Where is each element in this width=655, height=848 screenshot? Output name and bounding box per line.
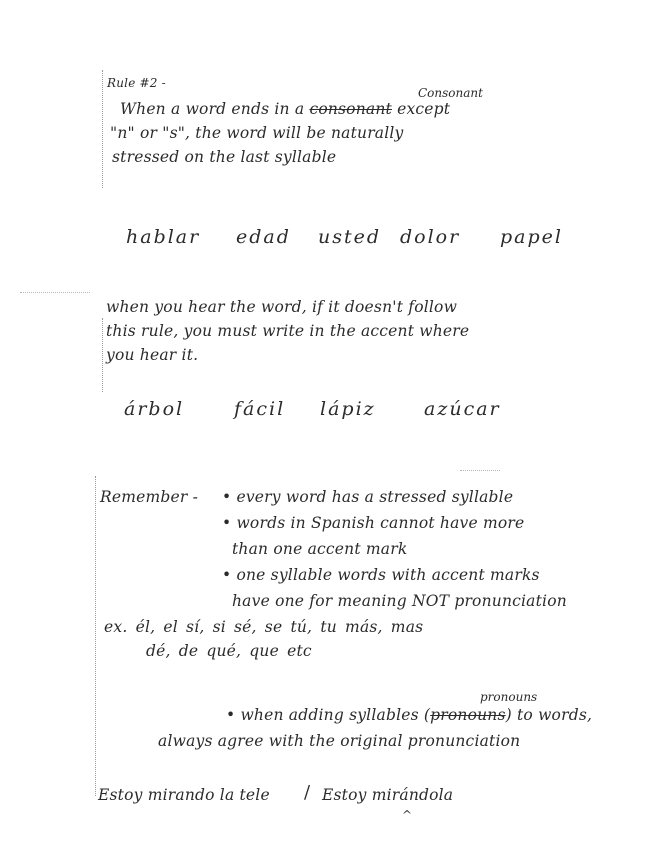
accent-pairs-line-1: ex. él, el sí, si sé, se tú, tu más, mas bbox=[104, 618, 424, 636]
remember-bullet-2-cont: than one accent mark bbox=[232, 540, 408, 558]
accent-example-word: fácil bbox=[234, 398, 286, 420]
instruction-line-1: when you hear the word, if it doesn't follow bbox=[106, 298, 458, 316]
rule-caret-word: Consonant bbox=[418, 86, 483, 100]
pronouns-caret-word: pronouns bbox=[480, 690, 538, 704]
pronouns-struck-word: pronouns bbox=[430, 706, 506, 724]
margin-line bbox=[95, 476, 96, 796]
rule-line-1 bbox=[120, 100, 450, 118]
rule-line-1-start: When a word ends in a bbox=[120, 100, 305, 118]
remember-label: Remember - bbox=[100, 488, 199, 506]
rule-line-3: stressed on the last syllable bbox=[112, 148, 337, 166]
accent-example-word: azúcar bbox=[424, 398, 501, 420]
guide-dots bbox=[20, 292, 90, 293]
margin-line bbox=[102, 318, 103, 392]
remember-bullet-3: • one syllable words with accent marks bbox=[222, 566, 540, 584]
guide-dots bbox=[460, 470, 500, 471]
example-word: usted bbox=[318, 226, 382, 248]
accent-example-word: lápiz bbox=[320, 398, 376, 420]
final-example-left: Estoy mirando la tele bbox=[98, 786, 270, 804]
example-word: edad bbox=[236, 226, 291, 248]
pronouns-line-1-start: • when adding syllables ( bbox=[226, 706, 431, 724]
example-word: dolor bbox=[400, 226, 461, 248]
rule-line-1-end: except bbox=[397, 100, 451, 118]
accent-pairs-line-2: dé, de qué, que etc bbox=[146, 642, 312, 660]
divider-slash: / bbox=[304, 782, 311, 803]
remember-bullet-1: • every word has a stressed syllable bbox=[222, 488, 514, 506]
instruction-line-3: you hear it. bbox=[106, 346, 199, 364]
pronouns-line-2: always agree with the original pronunciation bbox=[158, 732, 521, 750]
remember-bullet-3-cont: have one for meaning NOT pronunciation bbox=[232, 592, 567, 610]
pronouns-line-1 bbox=[226, 706, 592, 724]
instruction-line-2: this rule, you must write in the accent where bbox=[106, 322, 470, 340]
example-word: papel bbox=[500, 226, 563, 248]
remember-bullet-2: • words in Spanish cannot have more bbox=[222, 514, 525, 532]
example-word: hablar bbox=[126, 226, 201, 248]
final-caret: ^ bbox=[402, 808, 413, 822]
pronouns-line-1-end: ) to words, bbox=[505, 706, 593, 724]
accent-example-word: árbol bbox=[124, 398, 185, 420]
rule-title: Rule #2 - bbox=[107, 76, 166, 90]
rule-line-2: "n" or "s", the word will be naturally bbox=[110, 124, 404, 142]
rule-struck-word: consonant bbox=[309, 100, 392, 118]
margin-line bbox=[102, 70, 103, 188]
final-example-right: Estoy mirándola bbox=[322, 786, 454, 804]
